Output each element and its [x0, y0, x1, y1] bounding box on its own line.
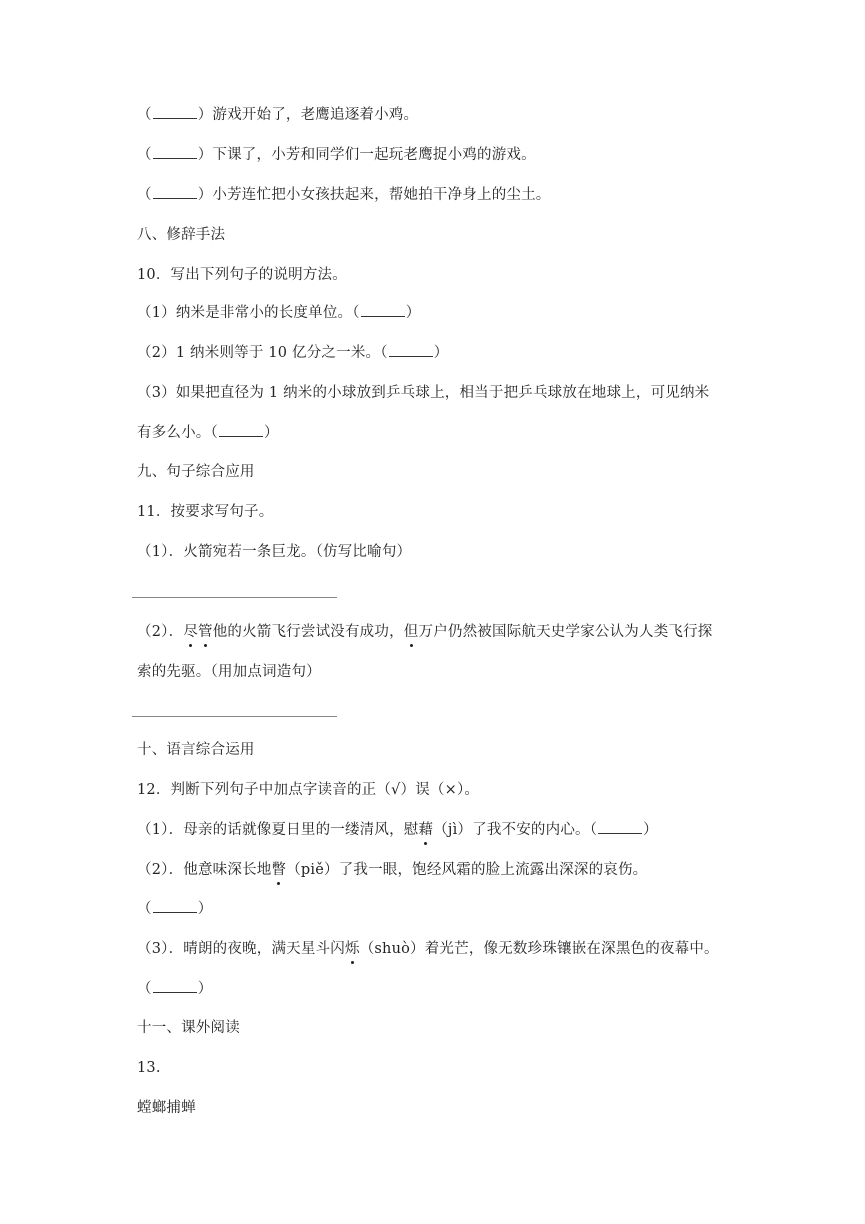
answer-line-2[interactable] [132, 716, 337, 717]
q11-part-1: （1）．火箭宛若一条巨龙。（仿写比喻句） [137, 544, 412, 560]
question-10: 10．写出下列句子的说明方法。 [137, 267, 347, 283]
answer-blank[interactable] [153, 980, 197, 993]
q12-item-1 [137, 820, 658, 840]
item-text: （2）1 纳米则等于 10 亿分之一米。（ [137, 345, 388, 361]
answer-blank[interactable] [598, 821, 642, 834]
q12-item-2 [137, 860, 647, 880]
question-11: 11．按要求写句子。 [137, 504, 274, 520]
dotted-char: 瞥 [271, 862, 287, 878]
sequence-sentence-2 [137, 145, 536, 165]
q11-part-2 [137, 622, 713, 642]
answer-line-1[interactable] [132, 597, 337, 598]
paren-open: （ [137, 187, 152, 203]
paren-open: （ [137, 107, 152, 123]
paren-close: ） [197, 901, 213, 917]
paren-open: （ [137, 981, 152, 997]
paren-close: ） [197, 981, 213, 997]
answer-blank[interactable] [153, 900, 197, 913]
q11-part-2-cont: 索的先驱。（用加点词造句） [137, 664, 321, 680]
sentence-text: ）小芳连忙把小女孩扶起来，帮她拍干净身上的尘土。 [197, 187, 551, 203]
dotted-char: 但 [403, 624, 419, 640]
answer-blank[interactable] [389, 344, 433, 357]
item-text: （3）．晴朗的夜晚，满天星斗闪 [137, 941, 345, 957]
section-heading-10: 十、语言综合运用 [137, 742, 255, 758]
paren-open: （ [137, 147, 152, 163]
paren-open: （ [137, 901, 152, 917]
question-12: 12．判断下列句子中加点字读音的正（√）误（×）。 [137, 782, 480, 798]
part-text: 万户仍然被国际航天史学家公认为人类飞行探 [418, 624, 713, 640]
answer-blank[interactable] [153, 146, 197, 159]
paren-close: ） [643, 822, 658, 838]
paren-close: ） [433, 345, 449, 361]
sentence-text: ）游戏开始了，老鹰追逐着小鸡。 [197, 107, 419, 123]
sentence-text: ）下课了，小芳和同学们一起玩老鹰捉小鸡的游戏。 [197, 147, 536, 163]
sequence-sentence-3 [137, 185, 551, 205]
dotted-char: 尽 [183, 624, 198, 640]
part-text: 他的火箭飞行尝试没有成功， [212, 624, 404, 640]
item-text: （1）纳米是非常小的长度单位。（ [137, 305, 360, 321]
dotted-char: 烁 [344, 941, 360, 957]
paren-close: ） [405, 305, 421, 321]
item-text: （1）．母亲的话就像夏日里的一缕清风，慰 [137, 822, 419, 838]
section-heading-11: 十一、课外阅读 [137, 1020, 240, 1036]
dotted-char: 藉 [418, 822, 434, 838]
dotted-char: 管 [197, 624, 213, 640]
item-text: （shuò）着光芒，像无数珍珠镶嵌在深黑色的夜幕中。 [359, 941, 719, 957]
question-13: 13. [137, 1060, 161, 1076]
answer-blank[interactable] [153, 186, 197, 199]
q10-item-2 [137, 343, 448, 363]
item-text: （2）．他意味深长地 [137, 862, 272, 878]
answer-blank[interactable] [361, 304, 405, 317]
q12-item-3-answer [137, 979, 212, 999]
q10-item-3: （3）如果把直径为 1 纳米的小球放到乒乓球上，相当于把乒乓球放在地球上，可见纳米 [137, 385, 710, 401]
item-text: （jì）了我不安的内心。（ [433, 822, 598, 838]
q12-item-2-answer [137, 899, 212, 919]
paren-close: ） [263, 425, 279, 441]
section-heading-8: 八、修辞手法 [137, 227, 226, 243]
item-text: 有多么小。（ [137, 425, 218, 441]
reading-title: 螳螂捕蝉 [137, 1100, 196, 1116]
section-heading-9: 九、句子综合应用 [137, 464, 255, 480]
q12-item-3 [137, 939, 719, 959]
q10-item-3-cont [137, 423, 279, 443]
answer-blank[interactable] [219, 424, 263, 437]
item-text: （piě）了我一眼，饱经风霜的脸上流露出深深的哀伤。 [286, 862, 648, 878]
q10-item-1 [137, 303, 420, 323]
part-label: （2）． [137, 624, 184, 640]
answer-blank[interactable] [153, 106, 197, 119]
sequence-sentence-1 [137, 105, 418, 125]
